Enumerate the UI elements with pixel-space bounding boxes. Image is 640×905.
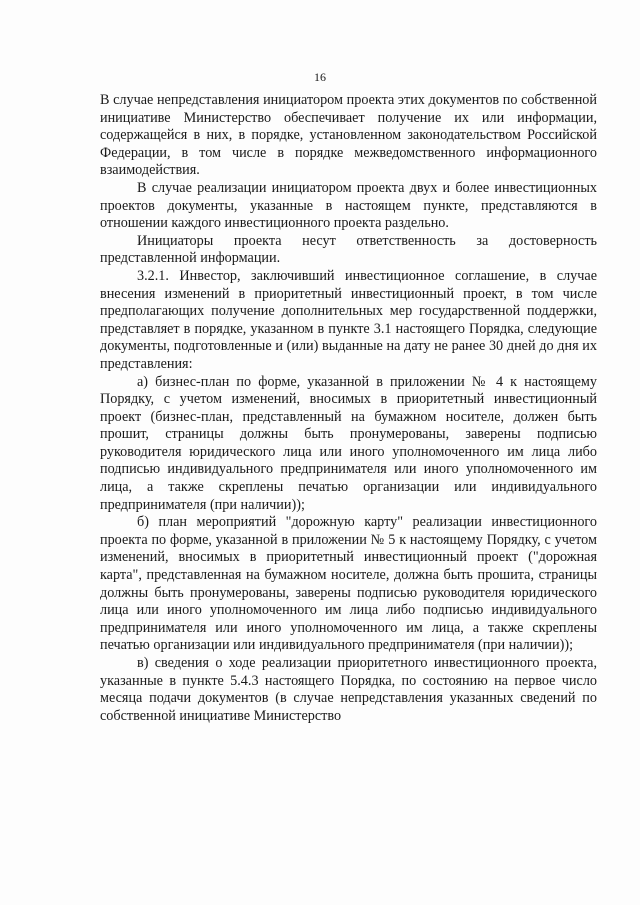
paragraph-2: В случае реализации инициатором проекта двух и более инвестиционных проектов документы, указанные в настоящем пункте, представляются в отношении каждого инвестиционного проекта раздельно. (100, 179, 597, 232)
paragraph-3: Инициаторы проекта несут ответственность за достоверность представленной информации. (100, 232, 597, 267)
item-a: а) бизнес-план по форме, указанной в приложении № 4 к настоящему Порядку, с учетом изменений, вносимых в приоритетный инвестиционный проект (бизнес-план, представленный на бумажном носителе, должен быть прошит, страницы должны быть пронумерованы, заверены подписью руководителя юридического лица или иного уполномоченного им лица либо подписью индивидуального предпринимателя или иного уполномоченного им лица, а также скреплены печатью организации или индивидуального предпринимателя (при наличии)); (100, 373, 597, 513)
paragraph-3-2-1: 3.2.1. Инвестор, заключивший инвестиционное соглашение, в случае внесения изменений в приоритетный инвестиционный проект, в том числе предполагающих получение дополнительных мер государственной поддержки, представляет в порядке, указанном в пункте 3.1 настоящего Порядка, следующие документы, подготовленные и (или) выданные на дату не ранее 30 дней до дня их представления: (100, 267, 597, 372)
paragraph-1: В случае непредставления инициатором проекта этих документов по собственной инициативе Министерство обеспечивает получение их или информации, содержащейся в них, в порядке, установленном законодательством Российской Федерации, в том числе в порядке межведомственного информационного взаимодействия. (100, 92, 597, 179)
document-body (100, 92, 597, 725)
item-b: б) план мероприятий "дорожную карту" реализации инвестиционного проекта по форме, указанной в приложении № 5 к настоящему Порядку, с учетом изменений, вносимых в приоритетный инвестиционный проект ("дорожная карта", представленная на бумажном носителе, должна быть прошита, страницы должны быть пронумерованы, заверены подписью руководителя юридического лица или иного уполномоченного им лица либо подписью индивидуального предпринимателя или иного уполномоченного им лица, а также скреплены печатью организации или индивидуального предпринимателя (при наличии)); (100, 514, 597, 654)
item-v: в) сведения о ходе реализации приоритетного инвестиционного проекта, указанные в пункте 5.4.3 настоящего Порядка, по состоянию на первое число месяца подачи документов (в случае непредставления указанных сведений по собственной инициативе Министерство (100, 655, 597, 724)
page-number: 16 (314, 70, 326, 84)
